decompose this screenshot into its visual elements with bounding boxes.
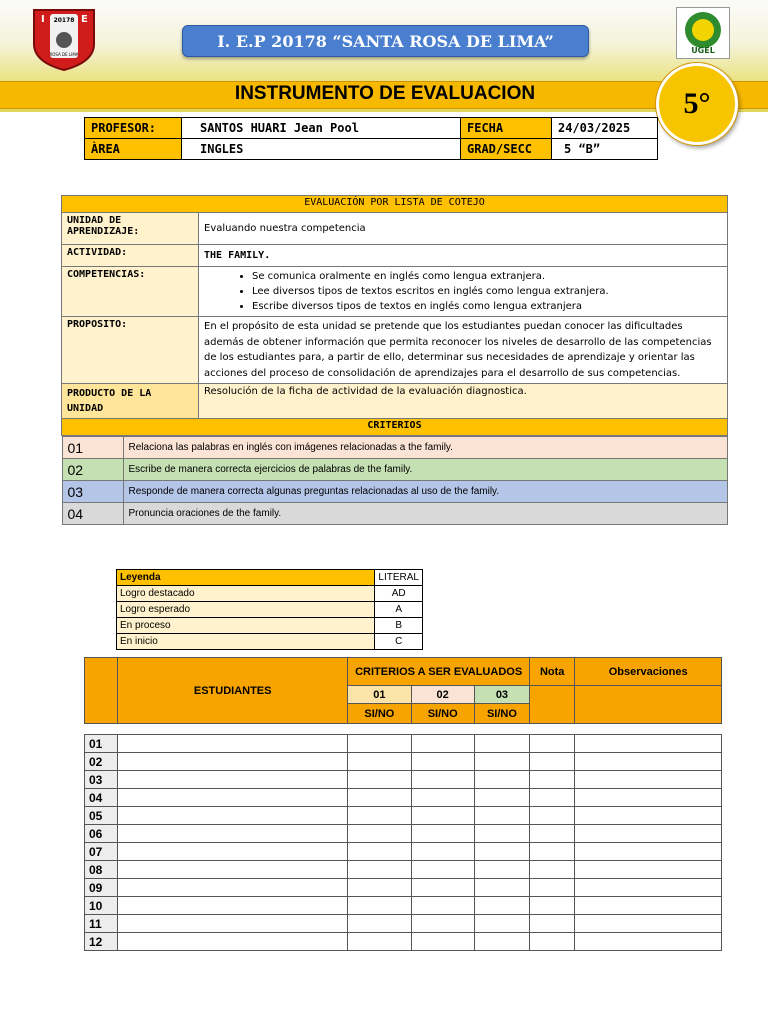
nota-cell[interactable]	[530, 933, 575, 951]
nota-cell[interactable]	[530, 825, 575, 843]
criterio-2-cell[interactable]	[411, 861, 474, 879]
ugel-logo	[676, 7, 730, 59]
evaluation-table	[61, 195, 728, 525]
student-name-cell[interactable]	[118, 735, 348, 753]
student-row-number: 06	[85, 825, 118, 843]
criterio-2-cell[interactable]	[411, 735, 474, 753]
observaciones-subheader	[575, 686, 722, 724]
criterio-2-cell[interactable]	[411, 933, 474, 951]
student-row-number: 08	[85, 861, 118, 879]
legend-col-literal: LITERAL	[375, 570, 423, 586]
student-row	[85, 915, 722, 933]
unidad-value: Evaluando nuestra competencia	[199, 213, 728, 245]
legend-label: En proceso	[117, 618, 375, 634]
criterio-3-cell[interactable]	[474, 933, 529, 951]
criterio-number: 02	[62, 459, 123, 481]
grade-badge: 5°	[656, 63, 738, 145]
nota-header: Nota	[530, 658, 575, 686]
criterio-text: Responde de manera correcta algunas preguntas relacionadas al uso de the family.	[123, 481, 727, 503]
gradsecc-value: 5 “B”	[552, 139, 658, 160]
criterio-2-cell[interactable]	[411, 807, 474, 825]
competencia-item: • Se comunica oralmente en inglés como lengua extranjera.	[252, 269, 722, 284]
criterio-2-cell[interactable]	[411, 915, 474, 933]
document-subtitle: INSTRUMENTO DE EVALUACION	[234, 83, 536, 104]
criterio-col-header: 02	[411, 686, 474, 704]
criterio-number: 03	[62, 481, 123, 503]
criterio-text: Escribe de manera correcta ejercicios de palabras de the family.	[123, 459, 727, 481]
criterio-1-cell[interactable]	[348, 735, 411, 753]
criterio-1-cell[interactable]	[348, 825, 411, 843]
fecha-label: FECHA	[461, 118, 552, 139]
shield-letter-i: I	[41, 14, 45, 25]
student-row-number: 10	[85, 897, 118, 915]
criterio-2-cell[interactable]	[411, 825, 474, 843]
legend-title: Leyenda	[117, 570, 375, 586]
criterios-header: CRITERIOS	[62, 419, 728, 436]
observaciones-header: Observaciones	[575, 658, 722, 686]
student-name-cell[interactable]	[118, 861, 348, 879]
observaciones-cell[interactable]	[575, 807, 722, 825]
criterio-3-cell[interactable]	[474, 807, 529, 825]
student-name-cell[interactable]	[118, 753, 348, 771]
criterio-1-cell[interactable]	[348, 933, 411, 951]
competencia-item: • Escribe diversos tipos de textos en inglés como lengua extranjera	[252, 299, 722, 314]
nota-cell[interactable]	[530, 879, 575, 897]
criterio-1-cell[interactable]	[348, 897, 411, 915]
criterio-3-cell[interactable]	[474, 843, 529, 861]
criterio-3-cell[interactable]	[474, 897, 529, 915]
student-row-number: 03	[85, 771, 118, 789]
legend-value: AD	[375, 586, 423, 602]
criterio-3-cell[interactable]	[474, 825, 529, 843]
observaciones-cell[interactable]	[575, 879, 722, 897]
criterio-text: Pronuncia oraciones de the family.	[123, 503, 727, 525]
student-row-number: 01	[85, 735, 118, 753]
shield-name: ROSA DE LIMA	[49, 52, 79, 57]
proposito-value: En el propósito de esta unidad se pretende que los estudiantes puedan conocer las dificultades además de obtener información que permita reconocer los niveles de desarrollo de las competencias de los estudiantes para, a partir de ello, determinar sus necesidades de aprendizaje y orientar las acciones del proceso de consolidación de aprendizajes para el desarrollo de sus competencias.	[199, 317, 728, 384]
criterio-3-cell[interactable]	[474, 735, 529, 753]
student-row-number: 12	[85, 933, 118, 951]
competencia-item: • Lee diversos tipos de textos escritos en inglés como lengua extranjera.	[252, 284, 722, 299]
student-row	[85, 879, 722, 897]
student-name-cell[interactable]	[118, 807, 348, 825]
observaciones-cell[interactable]	[575, 735, 722, 753]
producto-label: PRODUCTO DE LA UNIDAD	[62, 384, 199, 419]
evaluation-header: EVALUACIÓN POR LISTA DE COTEJO	[62, 196, 728, 213]
area-value: INGLES	[182, 139, 461, 160]
nota-cell[interactable]	[530, 735, 575, 753]
unidad-label: UNIDAD DE APRENDIZAJE:	[62, 213, 199, 245]
criterio-1-cell[interactable]	[348, 789, 411, 807]
criterio-2-cell[interactable]	[411, 753, 474, 771]
observaciones-cell[interactable]	[575, 915, 722, 933]
student-row-number: 09	[85, 879, 118, 897]
actividad-label: ACTIVIDAD:	[62, 245, 199, 267]
student-row	[85, 753, 722, 771]
nota-cell[interactable]	[530, 861, 575, 879]
student-row-number: 04	[85, 789, 118, 807]
legend-value: B	[375, 618, 423, 634]
school-title: I. E.P 20178 “SANTA ROSA DE LIMA”	[182, 25, 589, 57]
nota-cell[interactable]	[530, 753, 575, 771]
nota-cell[interactable]	[530, 843, 575, 861]
criterio-col-header: 03	[474, 686, 529, 704]
profesor-label: PROFESOR:	[85, 118, 182, 139]
nota-cell[interactable]	[530, 915, 575, 933]
student-name-cell[interactable]	[118, 771, 348, 789]
criterio-1-cell[interactable]	[348, 807, 411, 825]
gradsecc-label: GRAD/SECC	[461, 139, 552, 160]
legend-label: Logro destacado	[117, 586, 375, 602]
observaciones-cell[interactable]	[575, 789, 722, 807]
student-row	[85, 771, 722, 789]
criterio-3-cell[interactable]	[474, 915, 529, 933]
student-row	[85, 897, 722, 915]
observaciones-cell[interactable]	[575, 825, 722, 843]
student-name-cell[interactable]	[118, 843, 348, 861]
student-row-number: 07	[85, 843, 118, 861]
criterio-number: 04	[62, 503, 123, 525]
student-name-cell[interactable]	[118, 897, 348, 915]
student-name-cell[interactable]	[118, 915, 348, 933]
area-label: ÀREA	[85, 139, 182, 160]
nota-cell[interactable]	[530, 807, 575, 825]
student-name-cell[interactable]	[118, 879, 348, 897]
criterio-1-cell[interactable]	[348, 771, 411, 789]
legend-value: C	[375, 634, 423, 650]
criterio-2-cell[interactable]	[411, 789, 474, 807]
criterios-list	[62, 436, 728, 525]
fecha-value: 24/03/2025	[552, 118, 658, 139]
criterio-1-cell[interactable]	[348, 915, 411, 933]
nota-subheader	[530, 686, 575, 724]
criterio-1-cell[interactable]	[348, 753, 411, 771]
criterio-2-cell[interactable]	[411, 843, 474, 861]
legend-table	[116, 569, 423, 650]
student-row	[85, 735, 722, 753]
competencias-list	[199, 267, 728, 317]
teacher-info-table	[84, 117, 658, 160]
sino-header: SI/NO	[474, 704, 529, 724]
observaciones-cell[interactable]	[575, 771, 722, 789]
student-name-cell[interactable]	[118, 789, 348, 807]
student-name-cell[interactable]	[118, 933, 348, 951]
sino-header: SI/NO	[348, 704, 411, 724]
producto-value: Resolución de la ficha de actividad de la evaluación diagnostica.	[199, 384, 728, 419]
criterio-3-cell[interactable]	[474, 879, 529, 897]
criterio-2-cell[interactable]	[411, 897, 474, 915]
student-row	[85, 825, 722, 843]
students-table	[84, 657, 722, 951]
school-shield-logo	[30, 8, 98, 72]
ugel-emblem-icon	[677, 8, 729, 58]
legend-value: A	[375, 602, 423, 618]
criterio-text: Relaciona las palabras en inglés con imágenes relacionadas a the family.	[123, 437, 727, 459]
legend-label: Logro esperado	[117, 602, 375, 618]
profesor-value: SANTOS HUARI Jean Pool	[182, 118, 461, 139]
actividad-value: THE FAMILY.	[199, 245, 728, 267]
competencias-label: COMPETENCIAS:	[62, 267, 199, 317]
criterio-3-cell[interactable]	[474, 771, 529, 789]
row-number-header	[85, 658, 118, 724]
observaciones-cell[interactable]	[575, 843, 722, 861]
criterios-evaluados-header: CRITERIOS A SER EVALUADOS	[348, 658, 530, 686]
observaciones-cell[interactable]	[575, 933, 722, 951]
ugel-text: UGEL	[691, 46, 715, 55]
criterio-1-cell[interactable]	[348, 861, 411, 879]
observaciones-cell[interactable]	[575, 753, 722, 771]
criterio-2-cell[interactable]	[411, 879, 474, 897]
student-row	[85, 861, 722, 879]
criterio-1-cell[interactable]	[348, 879, 411, 897]
criterio-number: 01	[62, 437, 123, 459]
criterio-3-cell[interactable]	[474, 789, 529, 807]
student-row	[85, 789, 722, 807]
student-row	[85, 843, 722, 861]
observaciones-cell[interactable]	[575, 897, 722, 915]
student-row	[85, 933, 722, 951]
nota-cell[interactable]	[530, 897, 575, 915]
proposito-label: PROPOSITO:	[62, 317, 199, 384]
criterio-2-cell[interactable]	[411, 771, 474, 789]
sino-header: SI/NO	[411, 704, 474, 724]
student-row-number: 02	[85, 753, 118, 771]
nota-cell[interactable]	[530, 771, 575, 789]
student-row-number: 05	[85, 807, 118, 825]
criterio-3-cell[interactable]	[474, 753, 529, 771]
criterio-1-cell[interactable]	[348, 843, 411, 861]
student-row-number: 11	[85, 915, 118, 933]
legend-label: En inicio	[117, 634, 375, 650]
student-row	[85, 807, 722, 825]
shield-number: 20178	[53, 17, 75, 24]
observaciones-cell[interactable]	[575, 861, 722, 879]
criterio-col-header: 01	[348, 686, 411, 704]
shield-letter-e: E	[81, 14, 88, 25]
nota-cell[interactable]	[530, 789, 575, 807]
estudiantes-header: ESTUDIANTES	[118, 658, 348, 724]
student-name-cell[interactable]	[118, 825, 348, 843]
criterio-3-cell[interactable]	[474, 861, 529, 879]
